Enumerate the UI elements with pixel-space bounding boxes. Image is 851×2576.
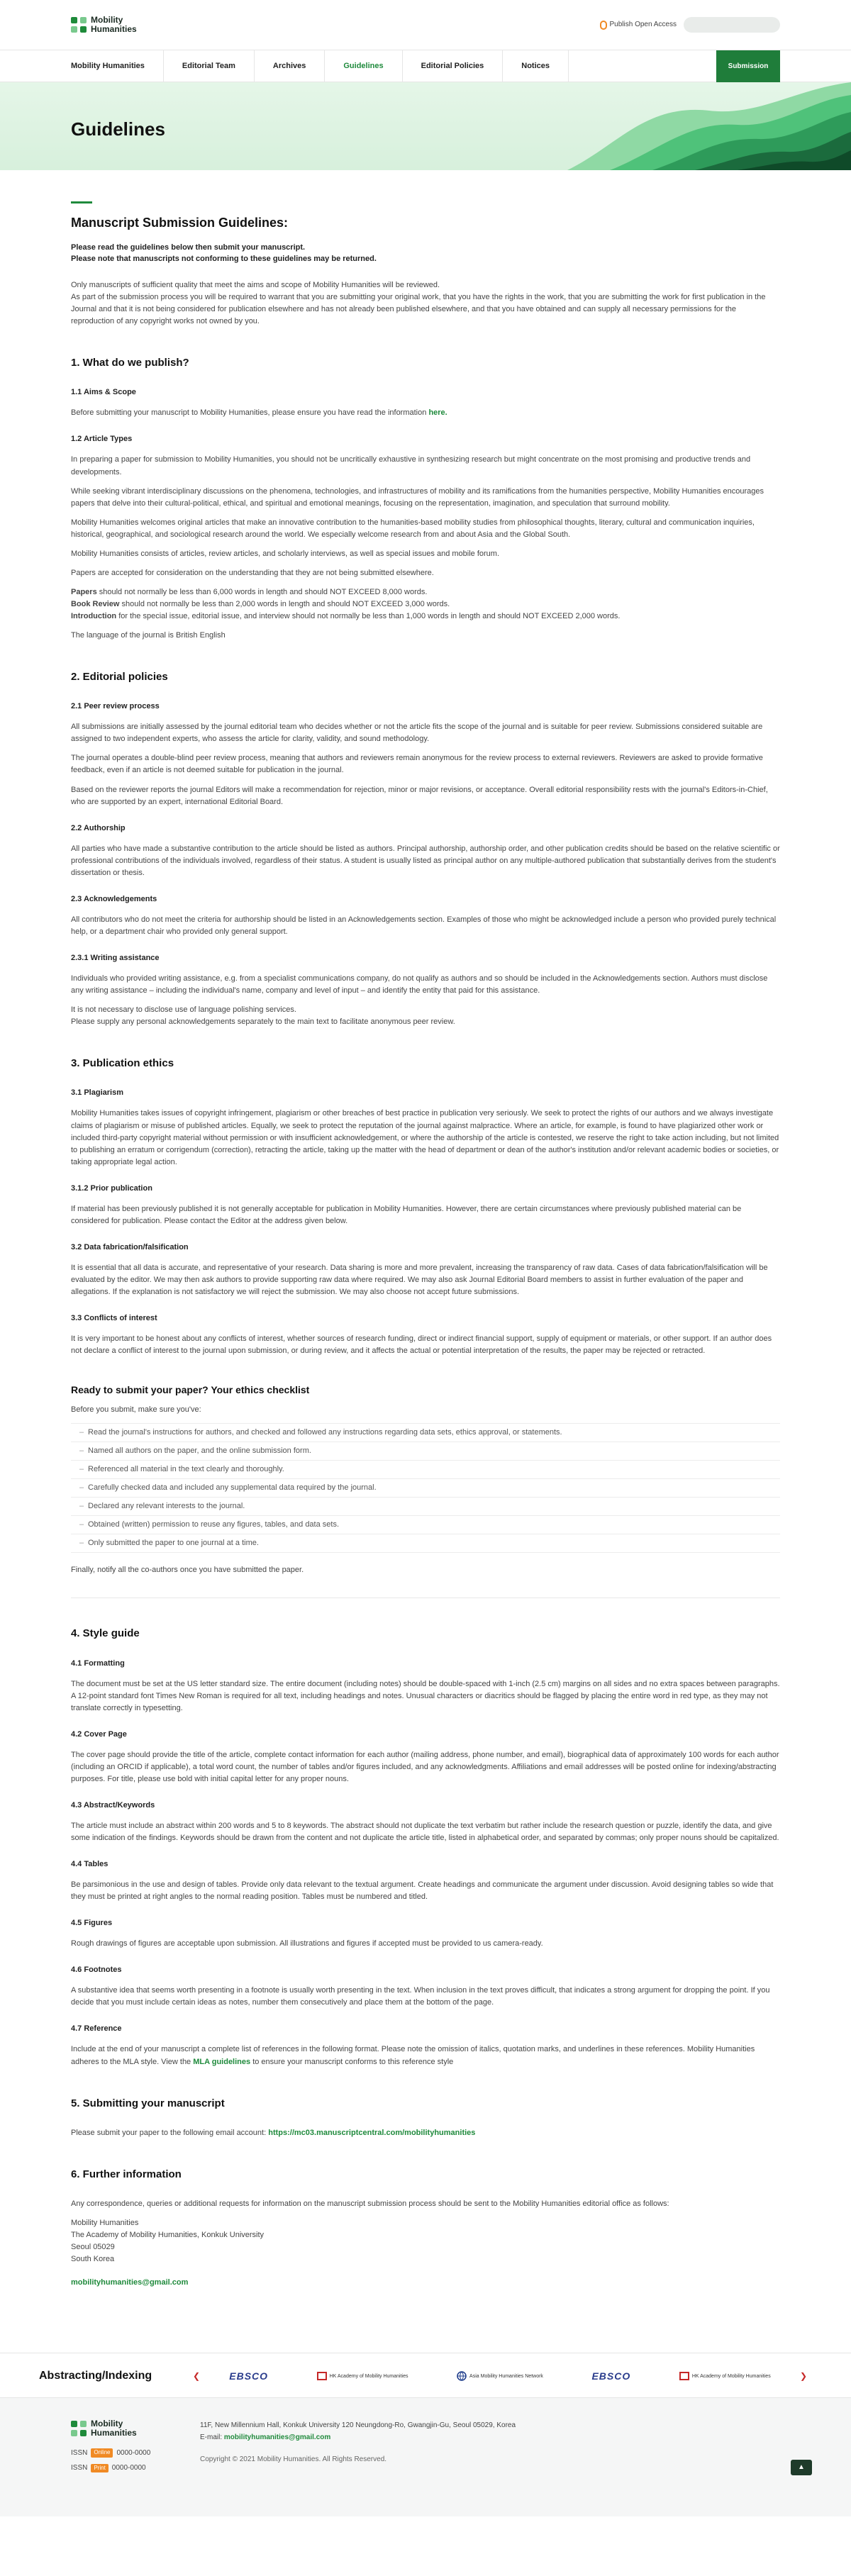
footer-logo[interactable]	[71, 2419, 191, 2437]
section-title: 1. What do we publish?	[71, 357, 189, 369]
checklist-title: Ready to submit your paper? Your ethics checklist	[71, 1384, 310, 1396]
paragraph: It is not necessary to disclose use of language polishing services.	[71, 1005, 296, 1015]
paragraph: While seeking vibrant interdisciplinary discussions on the phenomena, technologies, and infrastructures of mobility and its ramifications from the humanities perspective, Mobility Humanities encourages papers that delve into their cultural-political, ethical, and spiritual and emotional meanings, focusing on the representation, imagination, and speculation that surround mobility.	[71, 486, 764, 508]
reference-paragraph	[71, 2043, 780, 2068]
footer-email-link[interactable]: mobilityhumanities@gmail.com	[223, 2433, 331, 2442]
logo-line2: Humanities	[91, 2427, 137, 2438]
length-text: for the special issue, editorial issue, and interview should not normally be less than 1,000 words in length and should NOT EXCEED 2,000 words.	[116, 611, 621, 620]
address-line: Seoul 05029	[71, 2243, 115, 2252]
paragraph: Individuals who provided writing assistance, e.g. from a specialist communications company, do not qualify as authors and so should be included in the Acknowledgements section. Authors must disclose any writing assistance – including the individual's name, company and level of input – and identify the entity that paid for this assistance.	[71, 974, 768, 996]
issn-print	[71, 2463, 191, 2474]
paragraph: Rough drawings of figures are acceptable upon submission. All illustrations and figures if accepted must be provided to us camera-ready.	[71, 1939, 543, 1948]
subsection-title: 2.3 Acknowledgements	[71, 894, 157, 903]
partner-logo[interactable]: HK Academy of Mobility Humanities	[317, 2372, 408, 2380]
address-line: South Korea	[71, 2255, 115, 2264]
paragraph: In preparing a paper for submission to Mobility Humanities, you should not be uncritically exhaustive in synthesizing research but might concentrate on the most promising and productive trends and developments.	[71, 455, 751, 476]
issn-label: ISSN	[71, 2464, 88, 2472]
subsection-title: 3.1.2 Prior publication	[71, 1183, 152, 1193]
length-label: Introduction	[71, 611, 117, 620]
abstracting-title: Abstracting/Indexing	[39, 2369, 152, 2382]
logo-line1: Mobility	[91, 2419, 123, 2429]
editorial-address	[71, 2217, 780, 2265]
logo-line2: Humanities	[91, 24, 137, 34]
subsection-title: 1.2 Article Types	[71, 435, 133, 444]
open-access-link[interactable]	[600, 19, 677, 30]
subsection-title: 3.3 Conflicts of interest	[71, 1314, 157, 1323]
intro-lead-2: Please note that manuscripts not conforming to these guidelines may be returned.	[71, 255, 377, 264]
subsection-title: 2.3.1 Writing assistance	[71, 953, 160, 962]
intro-paragraph: As part of the submission process you will be required to warrant that you are submitting your original work, that you have the rights in the work, that you are submitting the work for first publication in the Journal and that it is not being considered for publication elsewhere and has not already been published elsewhere, and that you have obtained and can supply all necessary permissions for the reproduction of any copyright works not owned by you.	[71, 292, 766, 326]
page-banner	[0, 82, 851, 170]
editorial-email-link[interactable]: mobilityhumanities@gmail.com	[71, 2278, 189, 2287]
paragraph: Mobility Humanities welcomes original articles that make an innovative contribution to the humanities-based mobility studies from philosophical thoughts, literary, cultural and communication inquiries, historical, geographical, and sociological research around the world. We especially welcome research from and about Asia and the Global South.	[71, 518, 755, 539]
subsection-title: 1.1 Aims & Scope	[71, 388, 136, 397]
ethics-checklist	[71, 1423, 780, 1553]
checklist-item: – Referenced all material in the text clearly and thoroughly.	[71, 1460, 780, 1478]
paragraph: The document must be set at the US letter standard size. The entire document (including notes) should be double-spaced with 1-inch (2.5 cm) margins on all sides and no extra spaces between paragraphs. A 12-point standard font Times New Roman is required for all text, including headings and notes. Unusual characters or diacritics should be flagged by placing the entire word in red type, as they may not translate correctly in typesetting.	[71, 1679, 780, 1712]
online-badge: Online	[91, 2448, 113, 2457]
partner-logo[interactable]: EBSCO	[591, 2370, 631, 2382]
aims-paragraph	[71, 407, 780, 419]
accent-divider	[71, 201, 92, 203]
reference-text-end: to ensure your manuscript conforms to this reference style	[252, 2057, 454, 2066]
issn-online	[71, 2448, 191, 2459]
logo-text	[91, 2419, 137, 2437]
paragraph: Mobility Humanities takes issues of copyright infringement, plagiarism or other breaches of best practice in publication very seriously. We seek to protect the rights of our authors and we always investigate claims of plagiarism or misuse of published articles. Equally, we seek to protect the reputation of the journal against malpractice. Where an article, for example, is found to have plagiarized other work or included third-party copyright material without permission or with insufficient acknowledgement, or where the authorship of the article is contested, we reserve the right to take action including, but not limited to publishing an erratum or corrigendum (correction), retracting the article, taking up the matter with the head of department or dean of the author's institution and/or relevant academic bodies or societies, or taking appropriate legal action.	[71, 1109, 779, 1166]
paragraph: Based on the reviewer reports the journal Editors will make a recommendation for rejection, minor or major revisions, or acceptance. Overall editorial responsibility rests with the journal's Editors-in-Chief, who are supported by an expert, international Editorial Board.	[71, 785, 768, 806]
checklist-item: – Only submitted the paper to one journal at a time.	[71, 1534, 780, 1553]
subsection-title: 4.4 Tables	[71, 1860, 109, 1869]
footer-address: 11F, New Millennium Hall, Konkuk University 120 Neungdong-Ro, Gwangjin-Gu, Seoul 05029, Korea	[200, 2421, 516, 2430]
submit-paragraph	[71, 2127, 780, 2139]
abstracting-indexing	[0, 2353, 851, 2398]
checklist-item: – Named all authors on the paper, and the online submission form.	[71, 1442, 780, 1460]
subsection-title: 3.2 Data fabrication/falsification	[71, 1242, 189, 1251]
copyright: Copyright © 2021 Mobility Humanities. All Rights Reserved.	[200, 2455, 387, 2464]
checklist-item: – Declared any relevant interests to the journal.	[71, 1497, 780, 1515]
search-input[interactable]	[674, 21, 774, 29]
checklist-finally: Finally, notify all the co-authors once you have submitted the paper.	[71, 1566, 304, 1575]
site-logo[interactable]	[71, 16, 137, 33]
paragraph: It is essential that all data is accurate, and representative of your research. Data sharing is more and more prevalent, increasing the transparency of raw data. Cases of data fabrication/falsification will be evaluated by the editor. We may then ask authors to provide supporting raw data where required. We may also ask Journal Editorial Board members to assist in further evaluation of the paper and allegations. If the explanation is not satisfactory we will reject the submission. We may also choose not accept future submissions.	[71, 1263, 768, 1296]
paragraph: Mobility Humanities consists of articles, review articles, and scholarly interviews, as well as special issues and mobile forum.	[71, 549, 500, 558]
partner-logo[interactable]: EBSCO	[229, 2370, 269, 2382]
footer-email-row	[200, 2431, 516, 2443]
logo-mark-icon	[71, 2421, 87, 2436]
checklist-lead: Before you submit, make sure you've:	[71, 1405, 201, 1414]
intro-lead-1: Please read the guidelines below then submit your manuscript.	[71, 242, 306, 252]
subsection-title: 4.6 Footnotes	[71, 1966, 122, 1975]
issn-value: 0000-0000	[116, 2448, 151, 2457]
length-text: should not normally be less than 6,000 words in length and should NOT EXCEED 8,000 words.	[96, 587, 428, 596]
main-nav	[0, 50, 851, 82]
carousel-prev-icon[interactable]: ❮	[192, 2371, 201, 2382]
address-line: The Academy of Mobility Humanities, Konkuk University	[71, 2231, 265, 2240]
nav-guidelines[interactable]: Guidelines	[325, 50, 402, 83]
paragraph: The language of the journal is British English	[71, 630, 226, 640]
paragraph: It is very important to be honest about any conflicts of interest, whether sources of research funding, direct or indirect financial support, supply of equipment or materials, or other support. If an author does not declare a conflict of interest to the journal upon submission, or during review, and it affects the actual or potential interpretation of the results, the paper may be rejected or retracted.	[71, 1334, 772, 1356]
paragraph: The cover page should provide the title of the article, complete contact information for each author (mailing address, phone number, and email), biographical data of approximately 100 words for each author (including an ORCID if applicable), a total word count, the number of tables and/or figures included, and any acknowledgments. Affiliations and email addresses will be posted online for indexing/abstracting purposes. For title, please use bold with initial capital letter for any proper nouns.	[71, 1750, 779, 1783]
subsection-title: 2.2 Authorship	[71, 823, 126, 832]
hk-logo-icon	[317, 2372, 327, 2380]
length-label: Book Review	[71, 599, 120, 608]
site-footer	[0, 2398, 851, 2516]
submit-text: Please submit your paper to the following email account:	[71, 2128, 267, 2137]
section-title: 3. Publication ethics	[71, 1057, 174, 1070]
length-label: Papers	[71, 587, 97, 596]
subsection-title: 4.1 Formatting	[71, 1658, 125, 1668]
aims-here-link[interactable]: here.	[428, 408, 447, 418]
top-header	[0, 0, 851, 50]
issn-label: ISSN	[71, 2448, 88, 2457]
intro-paragraph: Only manuscripts of sufficient quality that meet the aims and scope of Mobility Humanities will be reviewed.	[71, 280, 440, 289]
length-rules	[71, 586, 780, 623]
page-title: Guidelines	[71, 118, 165, 140]
search-box	[684, 17, 780, 33]
nav-notices[interactable]: Notices	[503, 50, 569, 83]
subsection-title: 2.1 Peer review process	[71, 702, 160, 711]
section-title: 6. Further information	[71, 2168, 182, 2180]
address-line: Mobility Humanities	[71, 2219, 139, 2228]
manuscript-heading: Manuscript Submission Guidelines:	[71, 216, 289, 230]
open-access-label: Publish Open Access	[609, 21, 677, 29]
paragraph: The journal operates a double-blind peer review process, meaning that authors and reviewers remain anonymous for the review process to external reviewers. Reviewers are asked to provide formative feedback, even if an article is not deemed suitable for publication in the journal.	[71, 754, 763, 775]
main-content	[0, 170, 851, 2324]
paragraph: All parties who have made a substantive contribution to the article should be listed as authors. Principal authorship, authorship order, and other publication credits should be based on the relative scientific or professional contributions of the individuals involved, regardless of their status. A student is usually listed as principal author on any multiple-authored publication that substantially derives from the student's dissertation or thesis.	[71, 844, 780, 877]
issn-value: 0000-0000	[111, 2464, 146, 2472]
logo-text	[91, 16, 137, 33]
hk-logo-icon	[679, 2372, 689, 2380]
banner-wave-decoration	[525, 82, 851, 170]
nav-mobility-humanities[interactable]: Mobility Humanities	[71, 50, 164, 83]
paragraph: Papers are accepted for consideration on the understanding that they are not being submitted elsewhere.	[71, 568, 434, 577]
subsection-title: 4.2 Cover Page	[71, 1729, 127, 1739]
partner-logos	[205, 2369, 795, 2385]
partner-logo[interactable]: Asia Mobility Humanities Network	[457, 2371, 543, 2381]
print-badge: Print	[91, 2464, 108, 2472]
partner-logo[interactable]: HK Academy of Mobility Humanities	[679, 2372, 771, 2380]
carousel-next-icon[interactable]: ❯	[799, 2371, 808, 2382]
paragraph: Please supply any personal acknowledgements separately to the main text to facilitate anonymous peer review.	[71, 1017, 455, 1027]
logo-line1: Mobility	[91, 15, 123, 26]
checklist-item: – Carefully checked data and included any supplemental data required by the journal.	[71, 1478, 780, 1497]
section-title: 4. Style guide	[71, 1627, 140, 1640]
section-title: 2. Editorial policies	[71, 671, 168, 684]
mla-guidelines-link[interactable]: MLA guidelines	[193, 2057, 251, 2066]
nav-editorial-policies[interactable]: Editorial Policies	[403, 50, 504, 83]
submission-button[interactable]: Submission	[716, 50, 780, 83]
paragraph: Any correspondence, queries or additional requests for information on the manuscript submission process should be sent to the Mobility Humanities editorial office as follows:	[71, 2199, 669, 2209]
logo-mark-icon	[71, 17, 87, 33]
checklist-item: – Obtained (written) permission to reuse any figures, tables, and data sets.	[71, 1515, 780, 1534]
paragraph: All contributors who do not meet the criteria for authorship should be listed in an Acknowledgements section. Examples of those who might be acknowledged include a person who provided purely technical help, or a department chair who provided only general support.	[71, 915, 777, 936]
chevron-up-icon: ▲	[798, 2463, 805, 2471]
scroll-top-button[interactable]	[791, 2460, 812, 2475]
reference-text: Include at the end of your manuscript a complete list of references in the following format. Please note the omission of italics, quotation marks, and underlines in these references. Mobility Humanities adheres to the MLA style. View the	[71, 2045, 755, 2066]
nav-editorial-team[interactable]: Editorial Team	[164, 50, 255, 83]
globe-icon	[457, 2371, 467, 2381]
nav-archives[interactable]: Archives	[255, 50, 325, 83]
paragraph: A substantive idea that seems worth presenting in a footnote is usually worth presenting in the text. When inclusion in the text proves difficult, that indicates a strong argument for dropping the point. If you decide that you must include certain ideas as notes, number them consecutively and place them at the bottom of the page.	[71, 1986, 770, 2007]
checklist-item: – Read the journal's instructions for authors, and checked and followed any instructions regarding data sets, ethics approval, or statements.	[71, 1423, 780, 1442]
paragraph: All submissions are initially assessed by the journal editorial team who decides whether or not the article fits the scope of the journal and is suitable for peer review. Submissions considered suitable are assigned to two independent experts, who assess the article for clarity, validity, and sound methodology.	[71, 723, 763, 744]
length-text: should not normally be less than 2,000 words in length and should NOT EXCEED 3,000 words.	[119, 599, 450, 608]
aims-text: Before submitting your manuscript to Mobility Humanities, please ensure you have read the information	[71, 408, 427, 418]
subsection-title: 4.5 Figures	[71, 1919, 113, 1928]
subsection-title: 4.3 Abstract/Keywords	[71, 1800, 155, 1810]
subsection-title: 4.7 Reference	[71, 2024, 122, 2034]
open-access-icon	[600, 21, 607, 30]
subsection-title: 3.1 Plagiarism	[71, 1088, 123, 1098]
paragraph: If material has been previously published it is not generally acceptable for publication in Mobility Humanities. However, there are certain circumstances where previously published material can be considered for publication. Please contact the Editor at the address given below.	[71, 1204, 742, 1225]
section-title: 5. Submitting your manuscript	[71, 2097, 225, 2109]
manuscript-central-link[interactable]: https://mc03.manuscriptcentral.com/mobilityhumanities	[268, 2128, 476, 2137]
paragraph: The article must include an abstract within 200 words and 5 to 8 keywords. The abstract should not duplicate the text verbatim but rather include the research question or puzzle, identify the data, and give some indication of the findings. Keywords should be drawn from the content and not duplicate the article title, listed in alphabetical order, and separated by commas; only proper nouns should be capitalized.	[71, 1821, 779, 1842]
footer-email-label: E-mail:	[200, 2433, 223, 2442]
paragraph: Be parsimonious in the use and design of tables. Provide only data relevant to the textual argument. Create headings and communicate the argument under discussion. Avoid designing tables so wide that they must be printed at right angles to the normal reading position. Tables must be numbered and titled.	[71, 1880, 774, 1902]
